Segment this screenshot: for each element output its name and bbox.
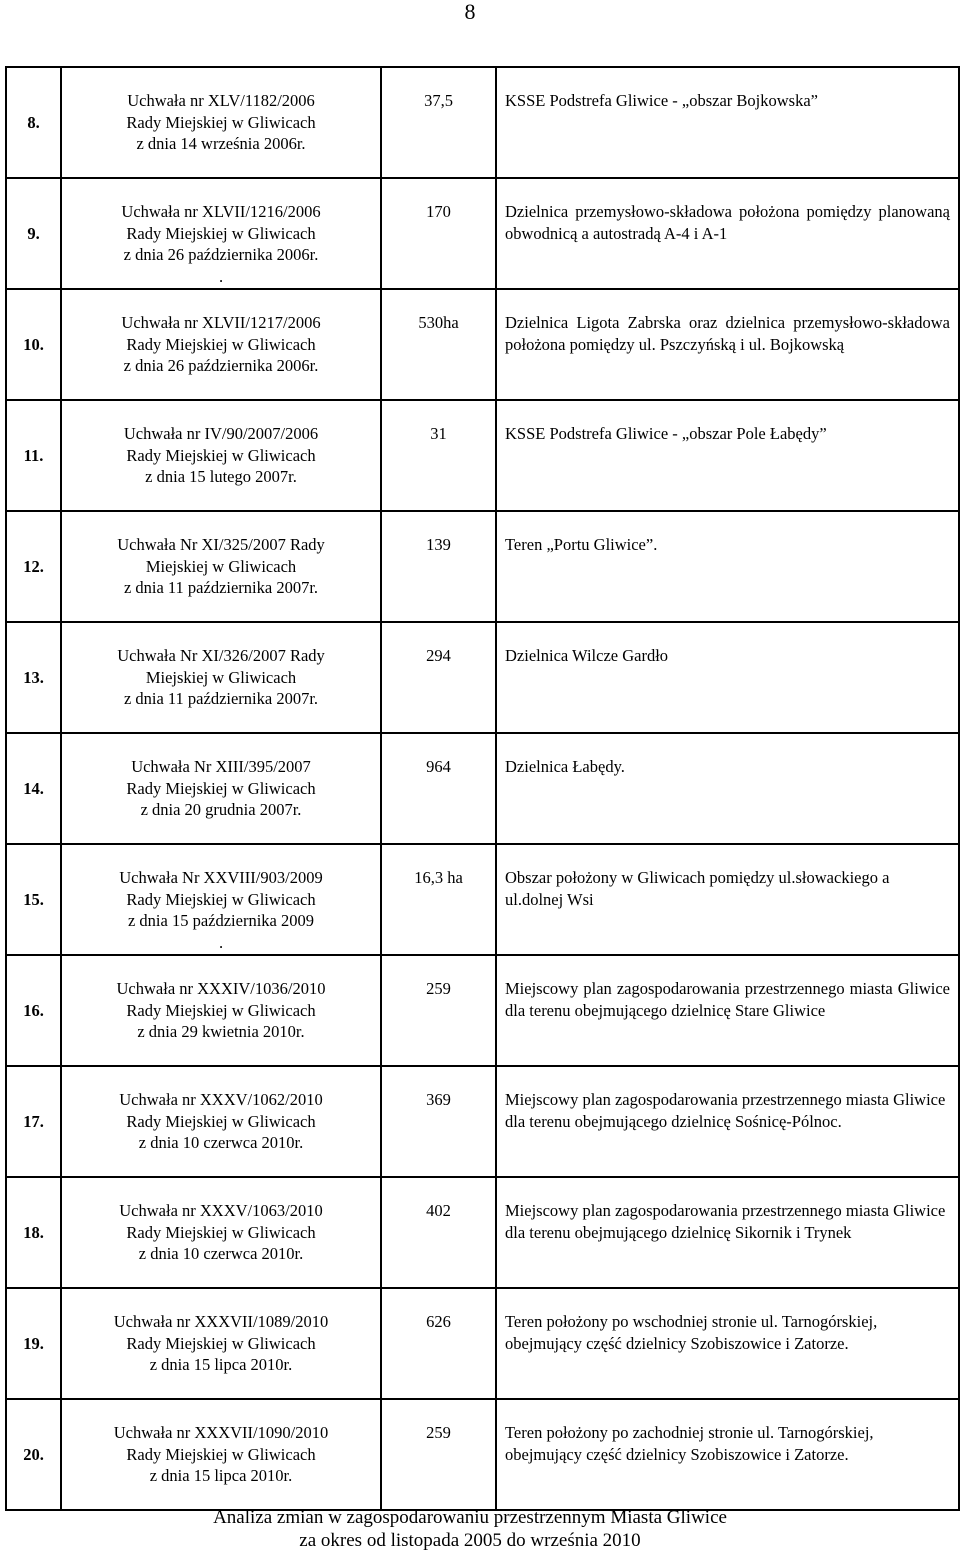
area-cell: 37,5 xyxy=(381,67,496,178)
table-row xyxy=(6,622,959,733)
area-cell: 294 xyxy=(381,622,496,733)
row-number: 9. xyxy=(6,178,61,289)
description-cell: Teren położony po zachodniej stronie ul. Tarnogórskiej, obejmujący część dzielnicy Szobiszowice i Zatorze. xyxy=(496,1399,959,1510)
area-cell: 964 xyxy=(381,733,496,844)
row-number: 20. xyxy=(6,1399,61,1510)
table-row xyxy=(6,955,959,1066)
table-row xyxy=(6,289,959,400)
resolutions-table xyxy=(5,66,960,1511)
description-cell: Teren położony po wschodniej stronie ul. Tarnogórskiej, obejmujący część dzielnicy Szobiszowice i Zatorze. xyxy=(496,1288,959,1399)
description-cell: KSSE Podstrefa Gliwice - „obszar Bojkowska” xyxy=(496,67,959,178)
row-number: 8. xyxy=(6,67,61,178)
row-number: 17. xyxy=(6,1066,61,1177)
row-number: 12. xyxy=(6,511,61,622)
resolution-council: Rady Miejskiej w Gliwicach xyxy=(126,1111,316,1131)
area-cell: 259 xyxy=(381,955,496,1066)
resolution-council: Miejskiej w Gliwicach xyxy=(145,556,297,576)
resolution-title: Uchwała nr XXXV/1063/2010 xyxy=(119,1201,323,1220)
resolution-cell xyxy=(61,511,381,622)
area-cell: 626 xyxy=(381,1288,496,1399)
resolution-title: Uchwała nr XLVII/1217/2006 xyxy=(121,313,321,332)
resolution-council: Rady Miejskiej w Gliwicach xyxy=(126,1333,316,1353)
resolution-date: z dnia 26 października 2006r. xyxy=(123,356,319,375)
table-row xyxy=(6,1399,959,1510)
description-cell: Dzielnica Ligota Zabrska oraz dzielnica przemysłowo-składowa położona pomiędzy ul. Pszczyńską i ul. Bojkowską xyxy=(496,289,959,400)
resolution-title: Uchwała nr XXXV/1062/2010 xyxy=(119,1090,323,1109)
resolution-council: Miejskiej w Gliwicach xyxy=(145,667,297,687)
resolution-date: z dnia 15 lutego 2007r. xyxy=(145,467,297,486)
description-cell: Teren „Portu Gliwice”. xyxy=(496,511,959,622)
resolution-title: Uchwała Nr XIII/395/2007 xyxy=(131,757,311,776)
description-cell: Dzielnica Wilcze Gardło xyxy=(496,622,959,733)
row-number: 13. xyxy=(6,622,61,733)
resolution-date: z dnia 10 czerwca 2010r. xyxy=(138,1244,304,1263)
resolution-cell xyxy=(61,955,381,1066)
resolution-cell xyxy=(61,1066,381,1177)
resolution-title: Uchwała nr XLV/1182/2006 xyxy=(127,91,315,110)
area-cell: 402 xyxy=(381,1177,496,1288)
resolution-council: Rady Miejskiej w Gliwicach xyxy=(126,1000,316,1020)
resolution-title: Uchwała Nr XI/326/2007 Rady xyxy=(117,646,325,665)
row-number: 15. xyxy=(6,844,61,955)
resolution-cell xyxy=(61,289,381,400)
resolution-date: z dnia 20 grudnia 2007r. xyxy=(140,800,302,819)
area-cell: 31 xyxy=(381,400,496,511)
resolution-date: z dnia 15 lipca 2010r. xyxy=(149,1466,293,1485)
resolution-extra: . xyxy=(218,932,224,952)
area-cell: 170 xyxy=(381,178,496,289)
area-cell: 139 xyxy=(381,511,496,622)
resolution-cell xyxy=(61,67,381,178)
area-cell: 259 xyxy=(381,1399,496,1510)
area-cell: 369 xyxy=(381,1066,496,1177)
resolution-cell xyxy=(61,1399,381,1510)
resolution-title: Uchwała Nr XXVIII/903/2009 xyxy=(119,868,323,887)
area-cell: 16,3 ha xyxy=(381,844,496,955)
resolution-title: Uchwała nr XXXVII/1089/2010 xyxy=(113,1312,329,1331)
table-row xyxy=(6,178,959,289)
resolution-extra: . xyxy=(218,266,224,286)
resolution-cell xyxy=(61,844,381,955)
table-row xyxy=(6,1177,959,1288)
resolution-council: Rady Miejskiej w Gliwicach xyxy=(126,334,316,354)
description-cell: Dzielnica przemysłowo-składowa położona pomiędzy planowaną obwodnicą a autostradą A-4 i A-1 xyxy=(496,178,959,289)
row-number: 11. xyxy=(6,400,61,511)
resolution-cell xyxy=(61,1288,381,1399)
resolution-title: Uchwała nr XXXVII/1090/2010 xyxy=(113,1423,329,1442)
resolution-council: Rady Miejskiej w Gliwicach xyxy=(126,445,316,465)
resolution-title: Uchwała nr XLVII/1216/2006 xyxy=(121,202,321,221)
resolution-date: z dnia 29 kwietnia 2010r. xyxy=(137,1022,305,1041)
resolution-cell xyxy=(61,178,381,289)
description-cell: Dzielnica Łabędy. xyxy=(496,733,959,844)
table-row xyxy=(6,844,959,955)
table-row xyxy=(6,67,959,178)
description-cell: Miejscowy plan zagospodarowania przestrzennego miasta Gliwice dla terenu obejmującego dzielnicę Sośnicę-Pólnoc. xyxy=(496,1066,959,1177)
table-row xyxy=(6,733,959,844)
resolution-date: z dnia 14 września 2006r. xyxy=(136,134,306,153)
row-number: 16. xyxy=(6,955,61,1066)
resolution-cell xyxy=(61,400,381,511)
resolution-council: Rady Miejskiej w Gliwicach xyxy=(126,223,316,243)
resolution-date: z dnia 15 października 2009 xyxy=(127,911,314,930)
row-number: 14. xyxy=(6,733,61,844)
resolution-council: Rady Miejskiej w Gliwicach xyxy=(126,778,316,798)
resolution-date: z dnia 10 czerwca 2010r. xyxy=(138,1133,304,1152)
resolution-council: Rady Miejskiej w Gliwicach xyxy=(126,1222,316,1242)
resolution-council: Rady Miejskiej w Gliwicach xyxy=(126,889,316,909)
resolution-title: Uchwała nr XXXIV/1036/2010 xyxy=(116,979,326,998)
resolution-cell xyxy=(61,622,381,733)
page-number: 8 xyxy=(464,0,476,24)
description-cell: Miejscowy plan zagospodarowania przestrzennego miasta Gliwice dla terenu obejmującego dzielnicę Stare Gliwice xyxy=(496,955,959,1066)
resolution-date: z dnia 26 października 2006r. xyxy=(123,245,319,264)
description-cell: Obszar położony w Gliwicach pomiędzy ul.słowackiego a ul.dolnej Wsi xyxy=(496,844,959,955)
resolution-council: Rady Miejskiej w Gliwicach xyxy=(126,112,316,132)
row-number: 19. xyxy=(6,1288,61,1399)
resolution-title: Uchwała nr IV/90/2007/2006 xyxy=(123,424,319,443)
table-row xyxy=(6,1066,959,1177)
resolution-cell xyxy=(61,733,381,844)
area-cell: 530ha xyxy=(381,289,496,400)
row-number: 10. xyxy=(6,289,61,400)
footer-period: za okres od listopada 2005 do września 2010 xyxy=(299,1530,641,1551)
footer-title: Analiza zmian w zagospodarowaniu przestrzennym Miasta Gliwice xyxy=(213,1507,727,1528)
resolution-title: Uchwała Nr XI/325/2007 Rady xyxy=(117,535,325,554)
resolution-date: z dnia 11 października 2007r. xyxy=(123,689,319,708)
description-cell: KSSE Podstrefa Gliwice - „obszar Pole Łabędy” xyxy=(496,400,959,511)
row-number: 18. xyxy=(6,1177,61,1288)
resolution-council: Rady Miejskiej w Gliwicach xyxy=(126,1444,316,1464)
description-cell: Miejscowy plan zagospodarowania przestrzennego miasta Gliwice dla terenu obejmującego dzielnicę Sikornik i Trynek xyxy=(496,1177,959,1288)
table-row xyxy=(6,511,959,622)
resolution-cell xyxy=(61,1177,381,1288)
table-row xyxy=(6,1288,959,1399)
resolution-date: z dnia 15 lipca 2010r. xyxy=(149,1355,293,1374)
table-row xyxy=(6,400,959,511)
resolution-date: z dnia 11 października 2007r. xyxy=(123,578,319,597)
